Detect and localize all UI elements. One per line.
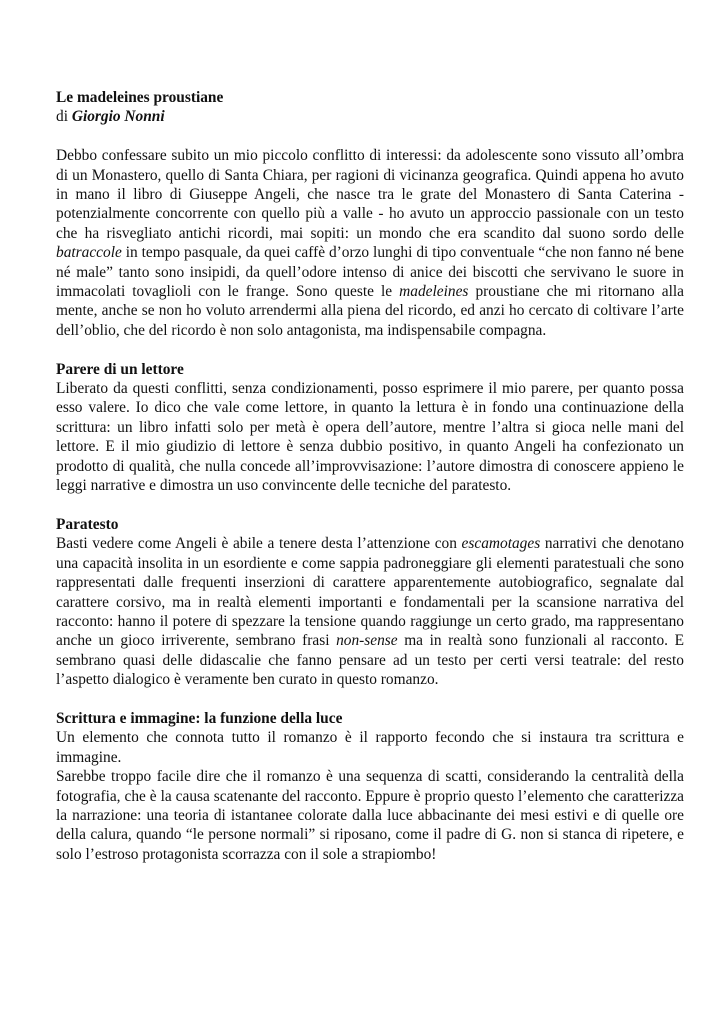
paragraph-text-part: Basti vedere come Angeli è abile a tenere desta l’attenzione con: [56, 535, 462, 553]
section-paragraph: Un elemento che connota tutto il romanzo è il rapporto fecondo che si instaura tra scrittura e immagine.: [56, 729, 684, 766]
author-line: [56, 107, 684, 126]
intro-paragraph: [56, 146, 684, 340]
intro-text-part: Debbo confessare subito un mio piccolo conflitto di interessi: da adolescente sono vissuto all’ombra di un Monastero, quello di Santa Chiara, per ragioni di vicinanza geografica. Quindi appena ho avuto in mano il libro di Giuseppe Angeli, che nasce tra le grate del Monastero di Santa Caterina - potenzialmente concorrente con quello più a valle - ho avuto un approccio passionale con un testo che ha risvegliato antichi ricordi, mai sopiti: un mondo che era scandito dal suono sordo delle: [56, 147, 684, 242]
intro-text-part: proustiane che mi ritornano alla mente, anche se non ho voluto arrendermi alla piena del ricordo, ed anzi ho cercato di coltivare l’arte dell’oblio, che del ricordo è non solo antagonista, ma indispensabile compagna.: [56, 283, 684, 339]
section-parere-lettore: [56, 360, 684, 496]
section-heading: Scrittura e immagine: la funzione della luce: [56, 709, 343, 727]
section-heading: Paratesto: [56, 515, 119, 533]
section-paragraph: [56, 534, 684, 689]
paragraph-text-part: narrativi che denotano una capacità insolita in un esordiente e come sappia padroneggiare gli elementi paratestuali che sono rappresentati dalle frequenti inserzioni di carattere apparentemente autobiografico, segnalate dal carattere corsivo, ma in realtà elementi importanti e fondamentali per la scansione narrativa del racconto: hanno il potere di spezzare la tensione quando raggiunge un certo grado, ma rappresentano anche un gioco irriverente, sembrano frasi: [56, 535, 684, 650]
section-paragraph: Liberato da questi conflitti, senza condizionamenti, posso esprimere il mio parere, per quanto possa esso valere. Io dico che vale come lettore, in quanto la lettura è in fondo una continuazione della scrittura: un libro infatti solo per metà è opera dell’autore, mentre l’altra si gioca nelle mani del lettore. E il mio giudizio di lettore è senza dubbio positivo, in quanto Angeli ha confezionato un prodotto di qualità, che nulla concede all’improvvisazione: l’autore dimostra di conoscere appieno le leggi narrative e dimostra un uso convincente delle tecniche del paratesto.: [56, 380, 684, 495]
document-header: [56, 88, 684, 127]
paragraph-emphasis: non-sense: [336, 632, 398, 650]
section-paratesto: [56, 515, 684, 690]
intro-text-part: in tempo pasquale, da quei caffè d’orzo lunghi di tipo conventuale “che non fanno né bene né male” tanto sono insipidi, da quell’odore intenso di anice dei biscotti che servivano le suore in immacolati tovaglioli con le frange. Sono queste le: [56, 244, 684, 301]
intro-emphasis: madeleines: [399, 283, 469, 301]
intro-emphasis: batraccole: [56, 244, 122, 262]
paragraph-emphasis: escamotages: [461, 535, 541, 553]
author-name: Giorgio Nonni: [71, 108, 165, 126]
paragraph-text-part: ma in realtà sono funzionali al racconto. E sembrano quasi delle didascalie che fanno pensare ad un testo per certi versi teatrale: del resto l’aspetto dialogico è veramente ben curato in questo romanzo.: [56, 632, 684, 689]
author-prefix: di: [56, 108, 72, 126]
section-paragraph: Sarebbe troppo facile dire che il romanzo è una sequenza di scatti, considerando la centralità della fotografia, che è la causa scatenante del racconto. Eppure è proprio questo l’elemento che caratterizza la narrazione: una teoria di istantanee colorate dalla luce abbacinante dei mesi estivi e di quelle ore della calura, quando “le persone normali” si riposano, come il padre di G. non si stanca di ripetere, e solo l’estroso protagonista scorrazza con il sole a strapiombo!: [56, 768, 684, 863]
section-heading: Parere di un lettore: [56, 360, 184, 378]
document-page: [56, 88, 684, 864]
section-funzione-luce: [56, 709, 684, 864]
document-title: Le madeleines proustiane: [56, 89, 224, 106]
